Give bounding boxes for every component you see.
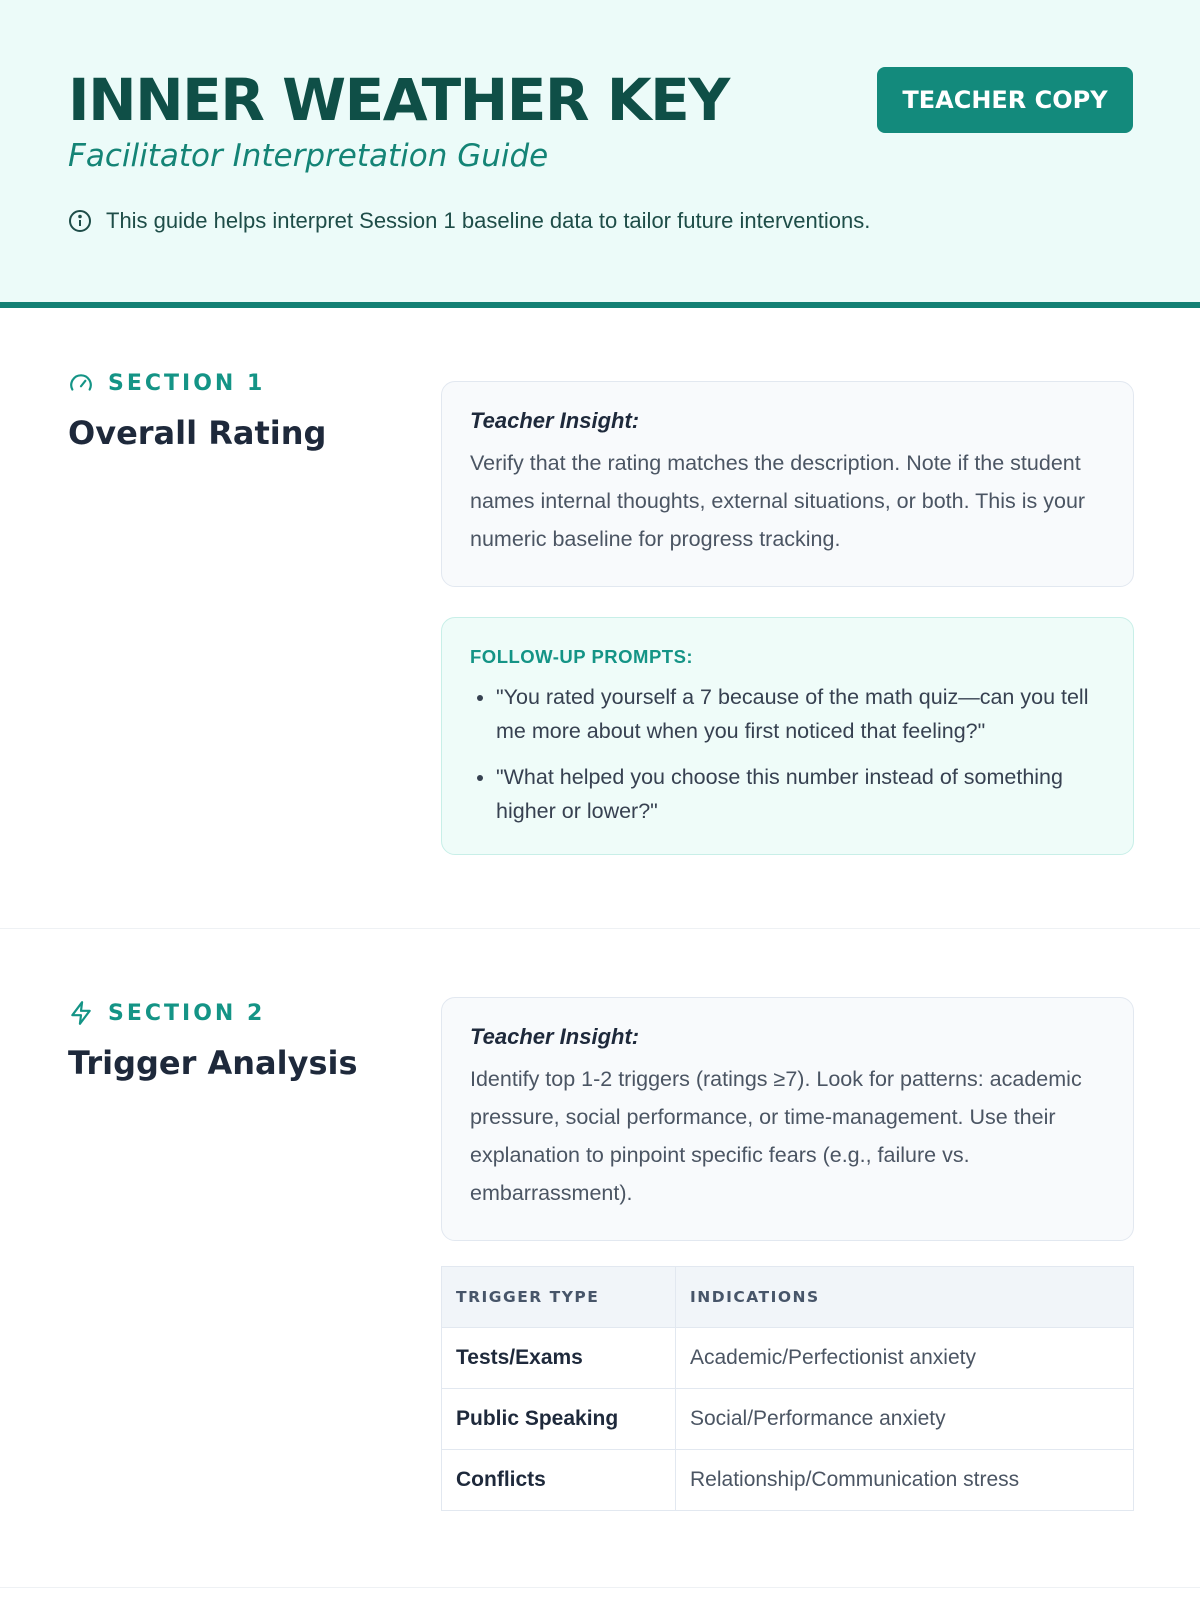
section-tag-label: SECTION 2 [108, 1000, 266, 1026]
teacher-insight-card [441, 997, 1134, 1241]
trigger-type-cell: Conflicts [442, 1450, 676, 1511]
follow-up-label: FOLLOW-UP PROMPTS: [470, 646, 694, 667]
table-row [442, 1328, 1134, 1389]
section-heading [68, 998, 358, 1082]
info-circle-icon [68, 209, 92, 233]
column-header: TRIGGER TYPE [442, 1267, 676, 1328]
page-subtitle: Facilitator Interpretation Guide [68, 138, 549, 174]
section-tag [68, 998, 358, 1028]
follow-up-list [470, 680, 1105, 828]
section-tag [68, 368, 326, 398]
list-item: • "What helped you choose this number instead of something higher or lower?" [496, 760, 1105, 828]
info-note [68, 208, 870, 234]
lightning-icon [68, 1000, 94, 1026]
indication-cell: Social/Performance anxiety [676, 1389, 1134, 1450]
section-trigger-analysis [0, 929, 1200, 1588]
section-heading [68, 368, 326, 452]
section-tag-label: SECTION 1 [108, 370, 266, 396]
trigger-type-cell: Tests/Exams [442, 1328, 676, 1389]
indication-cell: Academic/Perfectionist anxiety [676, 1328, 1134, 1389]
insight-text: Verify that the rating matches the description. Note if the student names internal thoughts, external situations, or both. This is your numeric baseline for progress tracking. [470, 451, 1086, 551]
follow-up-prompts-card [441, 617, 1134, 855]
section-title: Overall Rating [68, 414, 327, 452]
teacher-copy-button[interactable]: TEACHER COPY [877, 67, 1133, 133]
trigger-table [441, 1266, 1134, 1511]
gauge-icon [68, 370, 94, 396]
table-header-row [442, 1267, 1134, 1328]
indication-cell: Relationship/Communication stress [676, 1450, 1134, 1511]
table-row [442, 1389, 1134, 1450]
trigger-type-cell: Public Speaking [442, 1389, 676, 1450]
table-row [442, 1450, 1134, 1511]
list-item: • "You rated yourself a 7 because of the math quiz—can you tell me more about when you first noticed that feeling?" [496, 680, 1105, 748]
info-text: This guide helps interpret Session 1 baseline data to tailor future interventions. [106, 208, 871, 233]
column-header: INDICATIONS [676, 1267, 1134, 1328]
section-overall-rating [0, 308, 1200, 929]
teacher-insight-card [441, 381, 1134, 587]
insight-label: Teacher Insight: [470, 408, 640, 433]
page-title: INNER WEATHER KEY [68, 66, 729, 134]
section-title: Trigger Analysis [68, 1044, 358, 1082]
page-header [0, 0, 1200, 308]
insight-text: Identify top 1-2 triggers (ratings ≥7). Look for patterns: academic pressure, social performance, or time-management. Use their explanation to pinpoint specific fears (e.g., failure vs. embarrassment). [470, 1067, 1082, 1205]
insight-label: Teacher Insight: [470, 1024, 640, 1049]
